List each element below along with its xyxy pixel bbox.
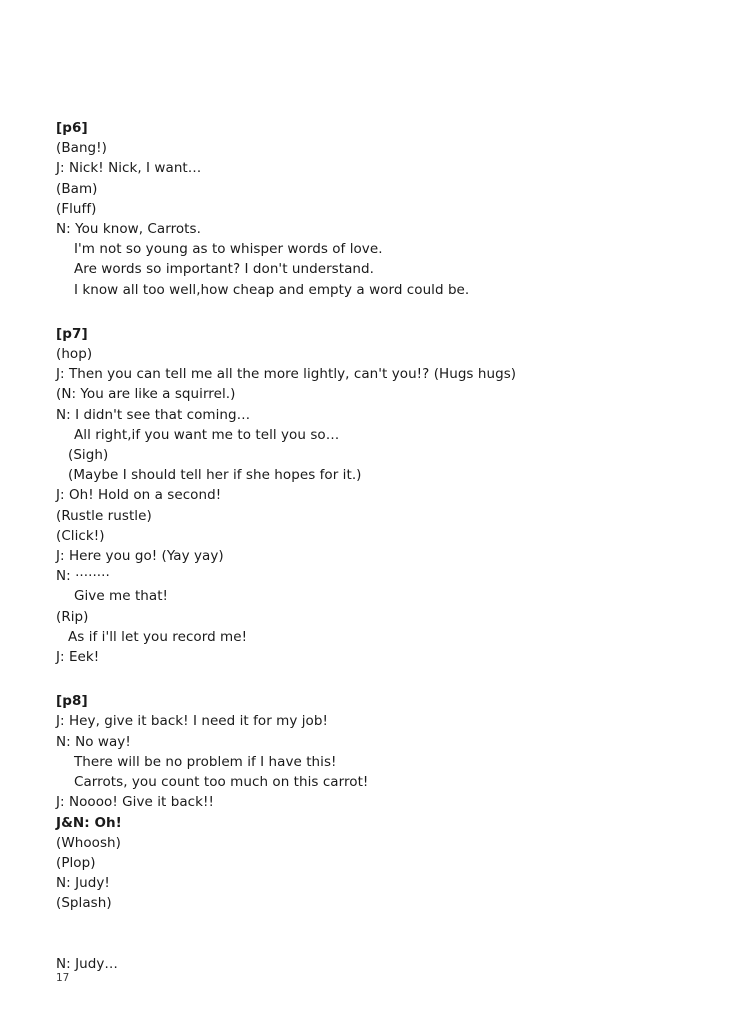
script-line: Give me that! [74,588,169,605]
script-line: All right,if you want me to tell you so… [74,426,340,443]
script-line: N: I didn't see that coming… [56,406,251,423]
blank-line [56,934,676,954]
section-heading: [p8] [56,693,88,710]
script-line: (Rip) [56,608,89,625]
script-line: I'm not so young as to whisper words of love. [74,241,383,258]
script-line: (N: You are like a squirrel.) [56,386,236,403]
script-line: J: Nick! Nick, I want… [56,160,202,177]
script-line: (hop) [56,346,93,363]
script-line: As if i'll let you record me! [68,628,248,645]
script-line: N: You know, Carrots. [56,221,201,238]
script-line: (Bam) [56,180,98,197]
script-line: N: Judy! [56,875,110,892]
script-line: N: ········ [56,568,110,585]
section-heading: [p6] [56,120,88,136]
script-line: (Plop) [56,854,96,871]
script-line: J: Noooo! Give it back!! [56,794,214,811]
script-line: (Whoosh) [56,834,121,851]
section-heading: [p7] [56,325,88,342]
script-line: J: Oh! Hold on a second! [56,487,222,504]
script-line: Are words so important? I don't understand. [74,261,374,278]
script-line: N: Judy… [56,955,118,972]
script-line: J: Here you go! (Yay yay) [56,548,224,565]
blank-line [56,914,676,934]
script-line: (Fluff) [56,200,97,217]
script-section [56,691,676,974]
script-line: (Maybe I should tell her if she hopes for it.) [68,467,362,484]
script-line: J&N: Oh! [56,814,122,831]
script-line: J: Eek! [56,649,100,666]
script-line: (Bang!) [56,140,107,157]
script-section [56,118,676,300]
page-number: 17 [56,972,70,984]
script-line: (Rustle rustle) [56,507,152,524]
script-body [56,118,676,974]
script-line: N: No way! [56,733,131,750]
script-line: I know all too well,how cheap and empty a word could be. [74,281,470,298]
script-line: (Splash) [56,895,112,912]
script-line: J: Then you can tell me all the more lightly, can't you!? (Hugs hugs) [56,366,517,383]
script-line: J: Hey, give it back! I need it for my job! [56,713,328,730]
script-section [56,324,676,667]
script-line: (Click!) [56,527,105,544]
script-line: There will be no problem if I have this! [74,753,337,770]
script-line: (Sigh) [68,447,109,464]
script-line: Carrots, you count too much on this carrot! [74,774,369,791]
